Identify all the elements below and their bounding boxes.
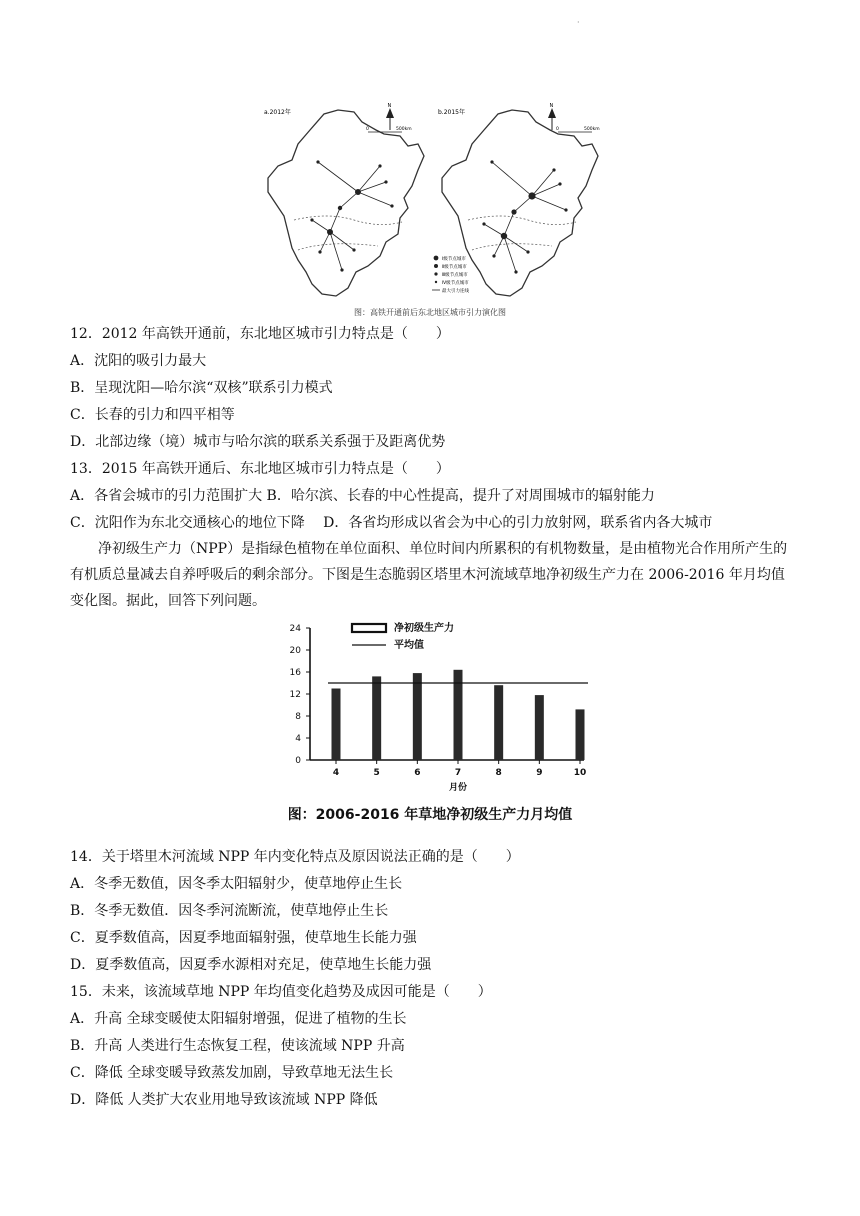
question-12-option-b: B．呈现沈阳—哈尔滨“双核”联系引力模式 [70,380,333,396]
x-tick-label: 8 [495,768,502,778]
question-12-option-c: C．长春的引力和四平相等 [70,407,235,423]
svg-text:N: N [387,103,392,109]
svg-text:0: 0 [556,127,559,132]
y-tick-label: 20 [289,646,301,656]
scale-bar [366,126,412,132]
svg-text:Ⅲ级节点城市: Ⅲ级节点城市 [442,273,468,278]
question-15-stem: 15．未来，该流域草地 NPP 年均值变化趋势及成因可能是（ ） [70,984,492,1000]
npp-chart [248,618,588,828]
svg-text:0: 0 [366,127,369,132]
north-arrow-icon [548,103,556,130]
svg-text:最大引力连线: 最大引力连线 [442,289,469,294]
question-13-options-ab: A．各省会城市的引力范围扩大 B．哈尔滨、长春的中心性提高，提升了对周围城市的辐射能力 [70,488,655,504]
question-13-stem: 13．2015 年高铁开通后、东北地区城市引力特点是（ ） [70,461,450,477]
svg-text:500km: 500km [584,127,600,132]
svg-text:Ⅳ级节点城市: Ⅳ级节点城市 [442,281,469,286]
map-illustration [258,100,602,318]
question-14-option-b: B．冬季无数值．因冬季河流断流，使草地停止生长 [70,903,389,919]
bar [576,709,585,760]
y-tick-label: 24 [289,624,301,634]
x-tick-label: 5 [373,768,380,778]
x-tick-label: 7 [454,768,462,778]
question-12-stem: 12．2012 年高铁开通前，东北地区城市引力特点是（ ） [70,326,450,342]
page-mark: · [577,18,580,27]
x-axis-label: 月份 [448,783,468,793]
y-tick-label: 12 [289,690,301,700]
question-15-option-a: A．升高 全球变暖使太阳辐射增强，促进了植物的生长 [70,1011,407,1027]
right-panel-label: b.2015年 [438,109,465,116]
question-14-option-d: D．夏季数值高，因夏季水源相对充足，使草地生长能力强 [70,957,432,973]
map-legend [432,255,469,294]
north-arrow-icon [386,103,394,130]
scale-bar [556,126,600,132]
passage-text: 净初级生产力（NPP）是指绿色植物在单位面积、单位时间内所累积的有机物数量，是由植物光合作用所产生的有机质总量减去自养呼吸后的剩余部分。下图是生态脆弱区塔里木河流域草地净初级生产力在 2006-2016 年月均值变化图。据此，回答下列问题。 [70,541,788,609]
x-tick-label: 10 [573,768,587,778]
passage [70,536,796,614]
svg-text:N: N [549,103,554,109]
question-15-option-b: B．升高 人类进行生态恢复工程，使该流域 NPP 升高 [70,1038,405,1054]
svg-text:Ⅰ级节点城市: Ⅰ级节点城市 [442,257,466,262]
y-tick-label: 0 [295,756,301,766]
bar [494,685,503,760]
y-tick-label: 8 [295,712,301,722]
bar [332,689,341,761]
bar [535,695,544,760]
x-tick-label: 4 [332,768,340,778]
question-15-option-d: D．降低 人类扩大农业用地导致该流域 NPP 降低 [70,1092,378,1108]
svg-text:Ⅱ级节点城市: Ⅱ级节点城市 [442,265,467,270]
npp-chart-svg [248,618,588,798]
map-caption: 图：高铁开通前后东北地区城市引力演化图 [354,308,506,317]
map-figure [258,100,602,318]
question-14-option-a: A．冬季无数值，因冬季太阳辐射少，使草地停止生长 [70,876,403,892]
bar [413,673,422,760]
legend-label: 净初级生产力 [394,623,454,634]
bar [372,676,381,760]
question-13-options-cd: C．沈阳作为东北交通核心的地位下降 D．各省均形成以省会为中心的引力放射网，联系省内各大城市 [70,515,713,531]
x-tick-label: 6 [414,768,421,778]
legend-label: 平均值 [394,640,424,651]
y-tick-label: 4 [295,734,301,744]
question-12-option-a: A．沈阳的吸引力最大 [70,353,207,369]
legend-bar-swatch [352,624,386,632]
question-12-option-d: D．北部边缘（境）城市与哈尔滨的联系关系强于及距离优势 [70,434,446,450]
chart-title: 图：2006-2016 年草地净初级生产力月均值 [287,807,573,823]
question-14-stem: 14．关于塔里木河流域 NPP 年内变化特点及原因说法正确的是（ ） [70,849,520,865]
question-15-option-c: C．降低 全球变暖导致蒸发加剧，导致草地无法生长 [70,1065,394,1081]
x-tick-label: 9 [536,768,543,778]
left-panel-label: a.2012年 [264,109,291,116]
y-tick-label: 16 [289,668,301,678]
question-14-option-c: C．夏季数值高，因夏季地面辐射强，使草地生长能力强 [70,930,417,946]
svg-text:500km: 500km [396,127,412,132]
